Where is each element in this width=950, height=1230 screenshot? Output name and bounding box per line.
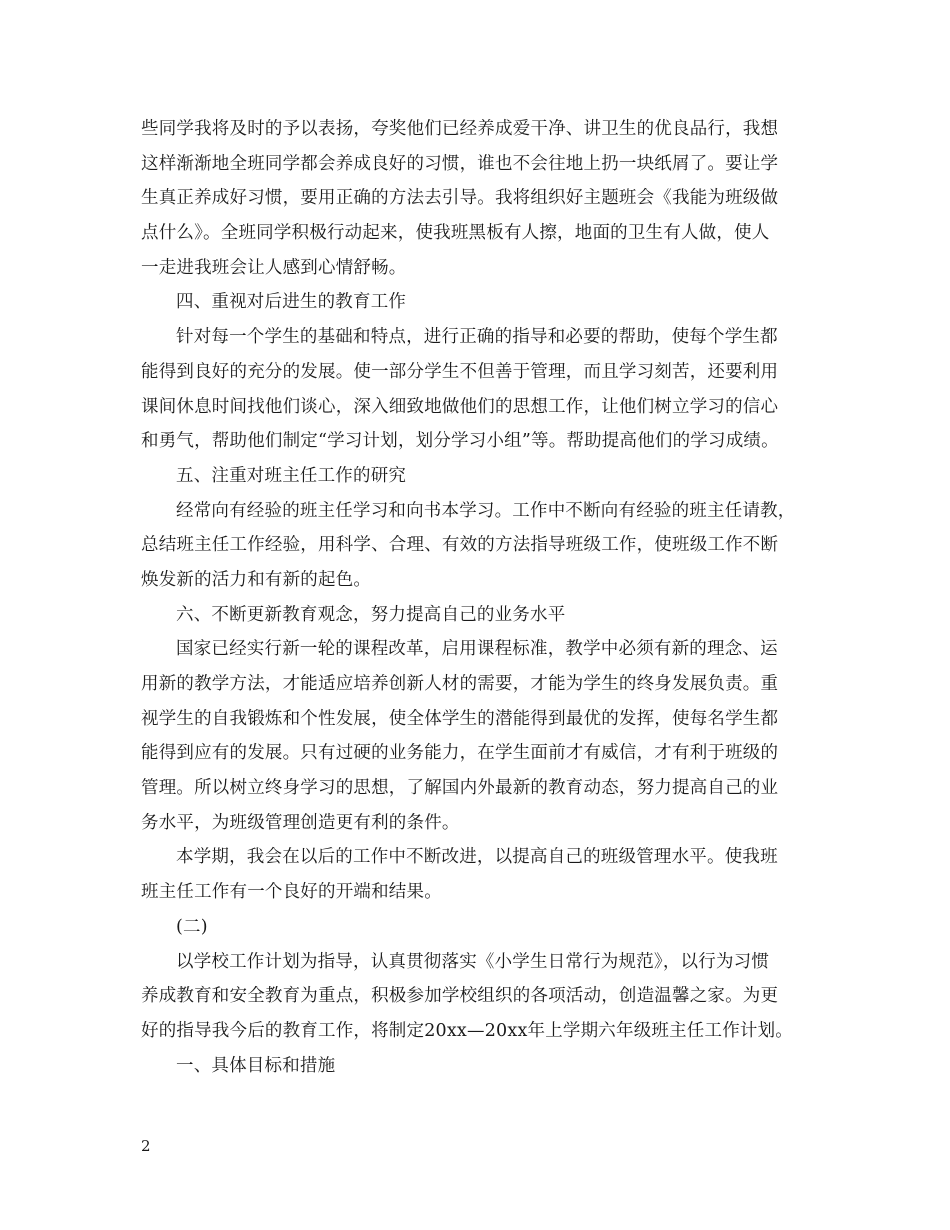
text-line: 班主任工作有一个良好的开端和结果。 bbox=[141, 882, 442, 903]
text-line: 六、不断更新教育观念，努力提高自己的业务水平 bbox=[176, 604, 566, 625]
text-line: 焕发新的活力和有新的起色。 bbox=[141, 569, 372, 590]
text-line: 本学期，我会在以后的工作中不断改进，以提高自己的班级管理水平。使我班 bbox=[176, 847, 778, 868]
text-line: 总结班主任工作经验，用科学、合理、有效的方法指导班级工作，使班级工作不断 bbox=[141, 535, 779, 556]
text-line: 课间休息时间找他们谈心，深入细致地做他们的思想工作，让他们树立学习的信心 bbox=[141, 396, 779, 417]
text-line: 用新的教学方法，才能适应培养创新人材的需要，才能为学生的终身发展负责。重 bbox=[141, 674, 779, 694]
text-line: 务水平，为班级管理创造更有利的条件。 bbox=[141, 812, 460, 833]
text-line: 四、重视对后进生的教育工作 bbox=[176, 292, 407, 313]
page-number: 2 bbox=[141, 1137, 151, 1155]
text-line: 针对每一个学生的基础和特点，进行正确的指导和必要的帮助，使每个学生都 bbox=[176, 327, 778, 348]
text-line: 经常向有经验的班主任学习和向书本学习。工作中不断向有经验的班主任请教， bbox=[176, 500, 796, 521]
text-line: 这样渐渐地全班同学都会养成良好的习惯，谁也不会往地上扔一块纸屑了。要让学 bbox=[141, 153, 779, 174]
text-line: 生真正养成好习惯，要用正确的方法去引导。我将组织好主题班会《我能为班级做 bbox=[141, 188, 779, 209]
text-line: 以学校工作计划为指导，认真贯彻落实《小学生日常行为规范》，以行为习惯 bbox=[176, 951, 770, 972]
text-line: 能得到应有的发展。只有过硬的业务能力，在学生面前才有威信，才有利于班级的 bbox=[141, 743, 779, 764]
text-line: 和勇气，帮助他们制定“学习计划，划分学习小组”等。帮助提高他们的学习成绩。 bbox=[141, 431, 779, 452]
text-line: 养成教育和安全教育为重点，积极参加学校组织的各项活动，创造温馨之家。为更 bbox=[141, 986, 779, 1007]
text-line: 一、具体目标和措施 bbox=[176, 1055, 336, 1076]
text-line: (二) bbox=[176, 916, 208, 937]
text-line: 国家已经实行新一轮的课程改革，启用课程标准，教学中必须有新的理念、运 bbox=[176, 639, 778, 660]
text-line: 一走进我班会让人感到心情舒畅。 bbox=[141, 257, 407, 278]
text-line: 五、注重对班主任工作的研究 bbox=[176, 465, 407, 486]
text-line: 些同学我将及时的予以表扬，夸奖他们已经养成爱干净、讲卫生的优良品行，我想 bbox=[141, 119, 779, 139]
text-line: 好的指导我今后的教育工作，将制定20xx—20xx年上学期六年级班主任工作计划。 bbox=[141, 1020, 794, 1041]
document-body bbox=[141, 112, 831, 1083]
text-line: 能得到良好的充分的发展。使一部分学生不但善于管理，而且学习刻苦，还要利用 bbox=[141, 361, 779, 382]
text-line: 点什么》。全班同学积极行动起来，使我班黑板有人擦，地面的卫生有人做，使人 bbox=[141, 223, 770, 244]
text-line: 管理。所以树立终身学习的思想，了解国内外最新的教育动态，努力提高自己的业 bbox=[141, 778, 779, 799]
text-line: 视学生的自我锻炼和个性发展，使全体学生的潜能得到最优的发挥，使每名学生都 bbox=[141, 708, 779, 729]
